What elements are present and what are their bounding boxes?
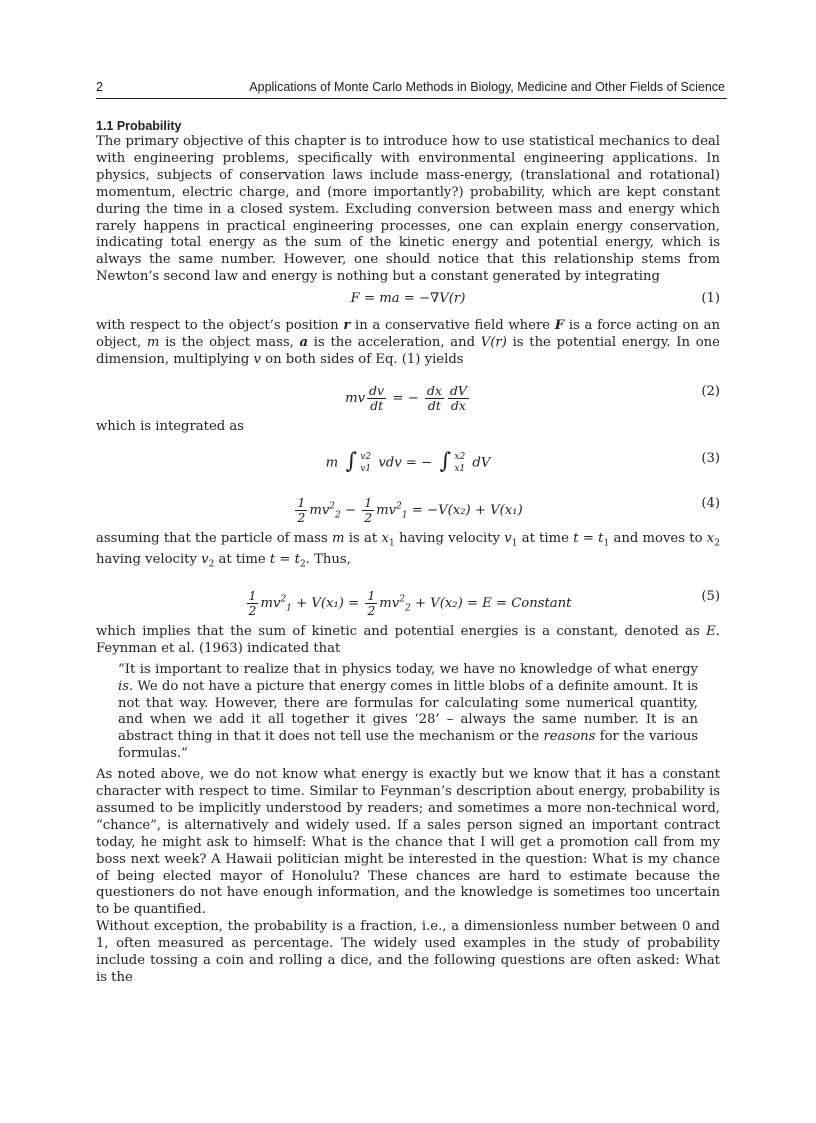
equation-4 xyxy=(96,486,720,526)
paragraph-chance: As noted above, we do not know what energy is exactly but we know that it has a constant character with respect to time. Similar to Feynman’s description about energy, probability is assumed to be implicitly understood by readers; and sometimes a more non-technical word, “chance”, is alternatively and widely used. If a sales person signed an important contract today, he might ask to himself: What is the chance that I will get a promotion call from my boss next week? A Hawaii politician might be interested in the question: What is my chance of being elected mayor of Honolulu? These chances are hard to estimate because the questioners do not have enough information, and the knowledge is sometimes too uncertain to be quantified. xyxy=(96,767,720,918)
page-number: 2 xyxy=(96,80,103,94)
paragraph-integrated: which is integrated as xyxy=(96,418,245,434)
integral-limits-x: x2 x1 xyxy=(454,451,466,474)
equation-3-body: m ∫ v2 v1 vdv = − ∫ x2 x1 dV xyxy=(325,449,491,475)
equation-3-number: (3) xyxy=(701,450,720,466)
equation-5 xyxy=(96,579,720,619)
paragraph-constant: which implies that the sum of kinetic and potential energies is a constant, denoted as E. Feynman et al. (1963) indicated that xyxy=(96,623,720,656)
fraction-half: $\frac{1}{2}$ xyxy=(248,587,257,618)
feynman-quote: “It is important to realize that in physics today, we have no knowledge of what energy is. We do not have a picture that energy comes in little blobs of a definite amount. It is not that way. However, there are formulas for calculating some numerical quantity, and when we add it all together it gives ‘28’ – always the same number. It is an abstract thing in that it does not tell use the mechanism or the reasons for the various formulas.” xyxy=(118,661,698,762)
equation-3 xyxy=(96,441,720,481)
fraction-dV-dx: $\frac{dV}{dx}$ xyxy=(449,382,467,413)
running-header xyxy=(96,80,727,99)
equation-5-body: $\frac{1}{2}$ $mv^2_1 + V(x_1)$ = $\frac{1}{2}$ $mv^2_2 + V(x_2) = E$ = Constant xyxy=(248,587,572,618)
fraction-half: $\frac{1}{2}$ xyxy=(364,494,373,525)
section-heading: 1.1 Probability xyxy=(96,119,182,133)
body-text xyxy=(96,118,720,987)
fraction-dv-dt: $\frac{dv}{dt}$ xyxy=(369,382,385,413)
paragraph-newton: with respect to the object’s position r in a conservative field where F is a force acting on an object, m is the object mass, a is the acceleration, and V(r) is the potential energy. In one dimension, multiplying v on both sides of Eq. (1) yields xyxy=(96,318,720,367)
equation-2 xyxy=(96,374,720,414)
integral-limits-v: v2 v1 xyxy=(360,451,372,474)
integral-sign: ∫ xyxy=(345,449,358,475)
running-title: Applications of Monte Carlo Methods in Biology, Medicine and Other Fields of Science xyxy=(249,80,725,94)
equation-1-body: F = ma = −∇V(r) xyxy=(350,291,466,307)
fraction-dx-dt: $\frac{dx}{dt}$ xyxy=(426,382,442,413)
equation-1-number: (1) xyxy=(701,291,720,307)
equation-1 xyxy=(96,291,720,313)
fraction-half: $\frac{1}{2}$ xyxy=(297,494,306,525)
paragraph-fraction: Without exception, the probability is a fraction, i.e., a dimensionless number between 0 and 1, often measured as percentage. The widely used examples in the study of probability include tossing a coin and rolling a dice, and the following questions are often asked: What is the xyxy=(96,919,720,985)
equation-2-number: (2) xyxy=(701,383,720,399)
integral-sign: ∫ xyxy=(439,449,452,475)
equation-4-number: (4) xyxy=(701,495,720,511)
equation-4-body: $\frac{1}{2}$ $mv^2_2$ − $\frac{1}{2}$ $mv^2_1 = -V(x_2) + V(x_1)$ xyxy=(297,494,523,525)
paragraph-intro: The primary objective of this chapter is to introduce how to use statistical mechanics to deal with engineering problems, specifically with environmental engineering applications. In physics, subjects of conservation laws include mass-energy, (translational and rotational) momentum, electric charge, and (more importantly?) probability, which are kept constant during the time in a closed system. Excluding conversion between mass and energy which rarely happens in practical engineering processes, one can explain energy conservation, indicating total energy as the sum of the kinetic energy and potential energy, which is always the same number. However, one should notice that this relationship stems from Newton’s second law and energy is nothing but a constant generated by integrating xyxy=(96,134,720,285)
fraction-half: $\frac{1}{2}$ xyxy=(367,587,376,618)
equation-2-body: mv $\frac{dv}{dt}$ = − $\frac{dx}{dt}$ $\frac{dV}{dx}$ xyxy=(345,382,467,413)
equation-5-number: (5) xyxy=(701,588,720,604)
paragraph-assuming: assuming that the particle of mass m is at $x_1$ having velocity $v_1$ at time $t = t_1$ and moves to $x_2$ having velocity $v_2$ at time $t = t_2$. Thus, xyxy=(96,530,720,570)
